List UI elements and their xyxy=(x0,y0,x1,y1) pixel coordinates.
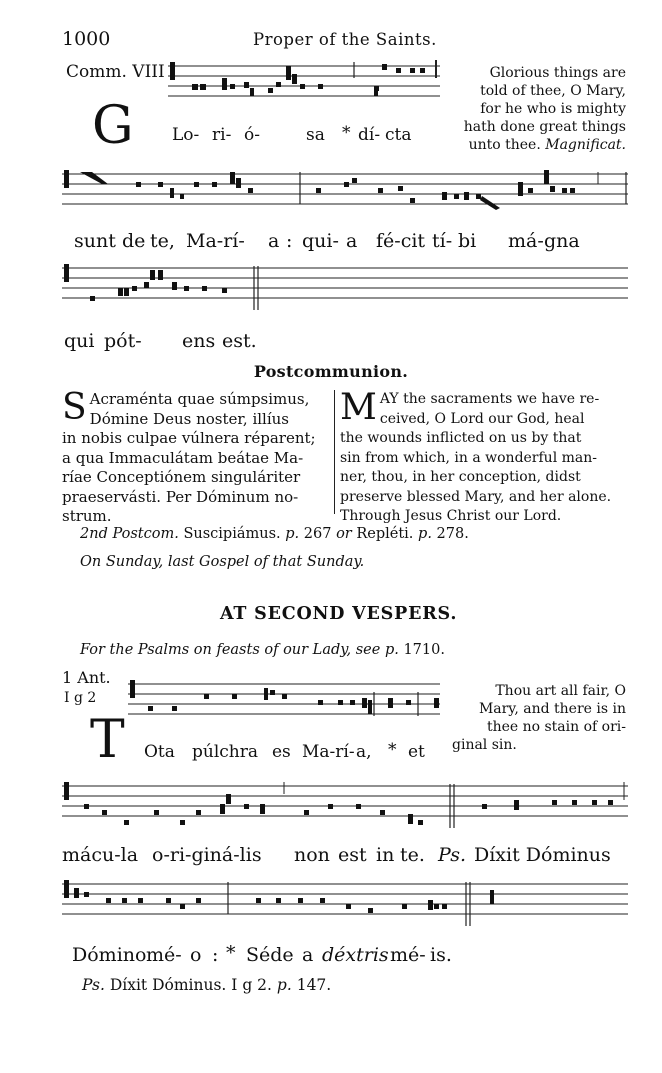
antiphon-syllable: est xyxy=(338,844,367,866)
running-title: Proper of the Saints. xyxy=(253,30,437,49)
psalm-syllable: mé- xyxy=(146,944,182,966)
antiphon-syllable: es xyxy=(272,742,291,762)
antiphon-syllable: * xyxy=(388,740,397,760)
antiphon-syllable: a, xyxy=(356,742,372,762)
postcommunion-english: M AY the sacraments we have re- ceived, O Lord our God, heal the wounds inflicted on us by that sin from which, in a wonderful man- ner, thou, in her conception, didst preserve blessed Mary, and her alone. Through Jesus Christ our Lord. xyxy=(340,387,612,524)
communion-label: Comm. VIII xyxy=(66,62,165,82)
communion-syllable: a xyxy=(346,230,358,252)
antiphon-syllable: et xyxy=(408,742,425,762)
communion-syllable: Lo- xyxy=(172,125,200,145)
psalm-incipit: Díxit Dóminus xyxy=(474,844,611,866)
psalms-note: For the Psalms on feasts of our Lady, see p. 1710. xyxy=(80,642,445,658)
communion-syllable: Ma-rí- xyxy=(186,230,245,252)
vespers-heading: AT SECOND VESPERS. xyxy=(220,604,458,624)
english-initial: M xyxy=(340,387,377,428)
psalm-syllable: Dómino xyxy=(72,944,147,966)
communion-syllable: fé-cit xyxy=(376,230,426,252)
antiphon-initial: T xyxy=(90,710,125,770)
antiphon-syllable: te. xyxy=(400,844,425,866)
psalm-syllable: * xyxy=(226,942,236,964)
communion-syllable: pót- xyxy=(104,330,142,352)
psalm-syllable: mé- xyxy=(390,944,426,966)
communion-syllable: ó- xyxy=(244,125,260,145)
psalm-syllable: déxtris xyxy=(322,944,389,966)
communion-syllable: ens xyxy=(182,330,216,352)
latin-initial: S xyxy=(62,387,87,428)
communion-syllable: má- xyxy=(508,230,544,252)
communion-syllable: te, xyxy=(150,230,175,252)
page-number: 1000 xyxy=(62,28,111,50)
final-psalm-reference: Ps. Díxit Dóminus. I g 2. p. 147. xyxy=(82,976,332,994)
communion-syllable: cta xyxy=(385,125,412,145)
communion-syllable: qui xyxy=(64,330,95,352)
sunday-gospel-note: On Sunday, last Gospel of that Sunday. xyxy=(80,554,365,570)
communion-syllable: gna xyxy=(544,230,580,252)
psalm-syllable: a xyxy=(302,944,314,966)
antiphon-translation: Thou art all fair, O Mary, and there is in thee no stain of ori- ginal sin. xyxy=(452,683,626,753)
mode-label: I g 2 xyxy=(64,690,97,706)
psalm-syllable: : xyxy=(212,944,219,966)
column-divider xyxy=(334,390,335,514)
antiphon-syllable: in xyxy=(376,844,395,866)
staff-vespers-1 xyxy=(128,678,440,728)
antiphon-label: 1 Ant. xyxy=(62,668,111,687)
communion-syllable: sunt xyxy=(74,230,116,252)
communion-syllable: tí- xyxy=(432,230,453,252)
communion-initial: G xyxy=(92,96,134,156)
antiphon-syllable: Ma-rí- xyxy=(302,742,355,762)
antiphon-syllable: o-ri-giná-lis xyxy=(152,844,262,866)
antiphon-syllable: púlchra xyxy=(192,742,258,762)
communion-syllable: ri- xyxy=(212,125,232,145)
psalm-syllable: is. xyxy=(430,944,452,966)
communion-translation: Glorious things are told of thee, O Mary, for he who is mighty hath done great things unto thee. Magnificat. xyxy=(463,65,626,153)
psalm-label: Ps. xyxy=(438,844,467,866)
communion-syllable: qui- xyxy=(302,230,339,252)
staff-vespers-2 xyxy=(62,780,628,830)
antiphon-syllable: Ota xyxy=(144,742,175,762)
communion-syllable: dí- xyxy=(358,125,381,145)
psalm-syllable: o xyxy=(190,944,202,966)
communion-syllable: * xyxy=(342,123,351,143)
antiphon-syllable: mácu-la xyxy=(62,844,139,866)
communion-syllable: de xyxy=(122,230,146,252)
antiphon-syllable: non xyxy=(294,844,330,866)
postcommunion-heading: Postcommunion. xyxy=(253,362,409,381)
staff-vespers-3 xyxy=(62,878,628,928)
communion-syllable: bi xyxy=(458,230,477,252)
communion-syllable: sa xyxy=(306,125,325,145)
second-postcommunion-note: 2nd Postcom. Suscipiámus. p. 267 or Repléti. p. 278. xyxy=(80,526,469,542)
postcommunion-latin: S Acraménta quae súmpsimus, Dómine Deus noster, illíus in nobis culpae vúlnera réparent; a qua Immaculátam beátae Ma- ríae Conceptiónem singuláriter praeservásti. Per Dóminum no- strum. xyxy=(62,387,316,525)
staff-communion-2 xyxy=(62,168,628,218)
staff-communion-1 xyxy=(168,60,440,120)
staff-communion-3 xyxy=(62,262,628,312)
communion-syllable: est. xyxy=(222,330,257,352)
psalm-syllable: Séde xyxy=(246,944,294,966)
communion-syllable: a xyxy=(268,230,280,252)
communion-syllable: : xyxy=(286,230,293,252)
